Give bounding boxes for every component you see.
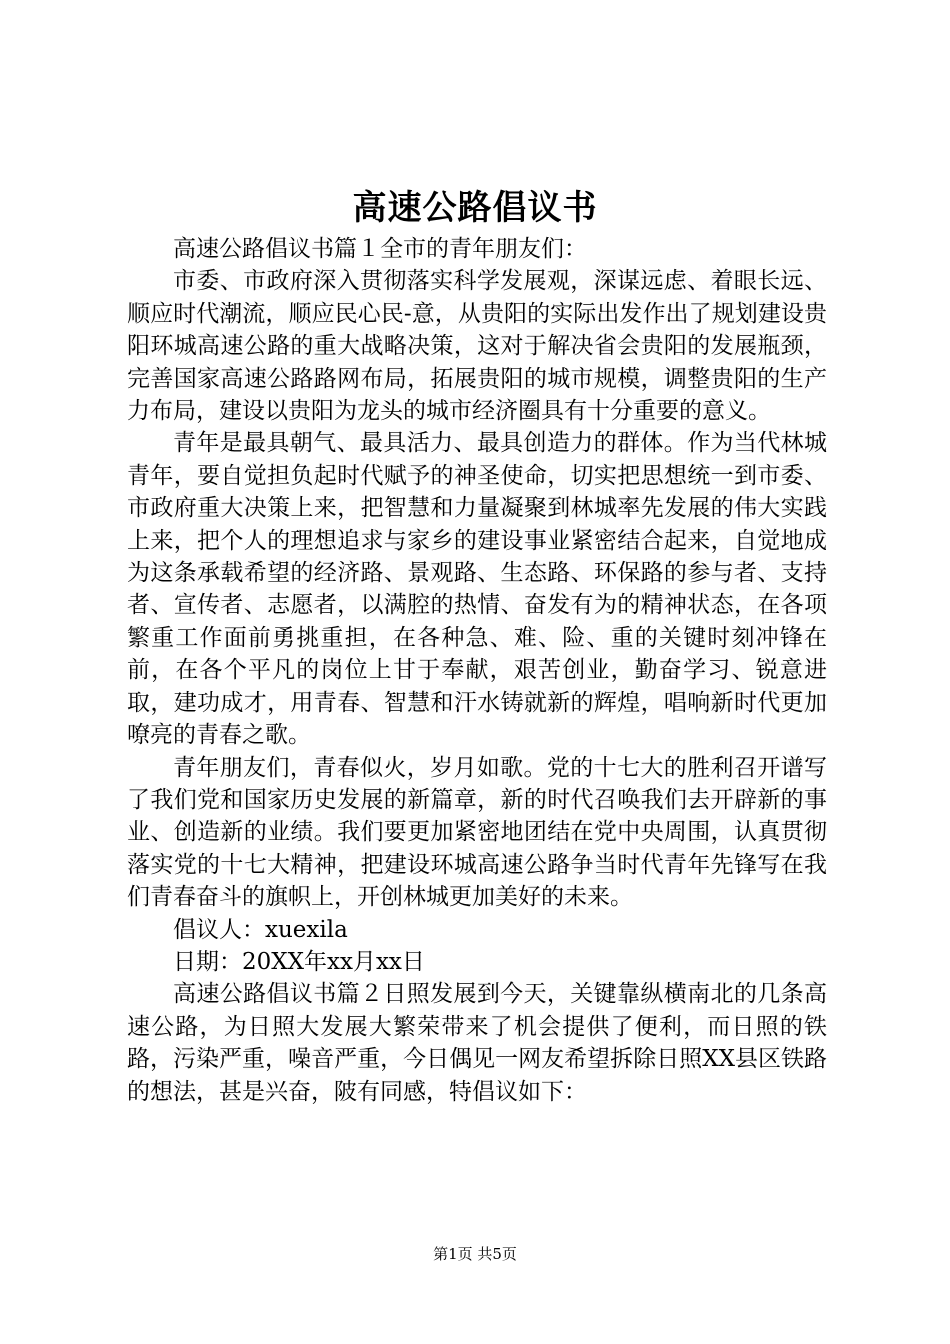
- paragraph-date: 日期：20XX年xx月xx日: [173, 948, 425, 975]
- document-title: 高速公路倡议书: [352, 188, 598, 228]
- document-body: [127, 233, 827, 1108]
- paragraph-initiator: 倡议人：xuexila: [173, 916, 348, 943]
- paragraph-intro: 高速公路倡议书篇１全市的青年朋友们：: [173, 236, 587, 262]
- paragraph-future: 青年朋友们，青春似火，岁月如歌。党的十七大的胜利召开谱写了我们党和国家历史发展的新篇章，新的时代召唤我们去开辟新的事业、创造新的业绩。我们要更加紧密地团结在党中央周围，认真贯彻落实党的十七大精神，把建设环城高速公路争当时代青年先锋写在我们青春奋斗的旗帜上，开创林城更加美好的未来。: [127, 754, 827, 911]
- paragraph-decision: 市委、市政府深入贯彻落实科学发展观，深谋远虑、着眼长远、顺应时代潮流，顺应民心民-意，从贵阳的实际出发作出了规划建设贵阳环城高速公路的重大战略决策，这对于解决省会贵阳的发展瓶颈，完善国家高速公路路网布局，拓展贵阳的城市规模，调整贵阳的生产力布局，建设以贵阳为龙头的城市经济圈具有十分重要的意义。: [127, 268, 827, 425]
- page-footer: 第1页 共5页: [433, 1245, 517, 1263]
- paragraph-youth: 青年是最具朝气、最具活力、最具创造力的群体。作为当代林城青年，要自觉担负起时代赋予的神圣使命，切实把思想统一到市委、市政府重大决策上来，把智慧和力量凝聚到林城率先发展的伟大实践上来，把个人的理想追求与家乡的建设事业紧密结合起来，自觉地成为这条承载希望的经济路、景观路、生态路、环保路的参与者、支持者、宣传者、志愿者，以满腔的热情、奋发有为的精神状态，在各项繁重工作面前勇挑重担，在各种急、难、险、重的关键时刻冲锋在前，在各个平凡的岗位上甘于奉献，艰苦创业，勤奋学习、锐意进取，建功成才，用青春、智慧和汗水铸就新的辉煌，唱响新时代更加嘹亮的青春之歌。: [127, 430, 827, 749]
- paragraph-rizhao: 高速公路倡议书篇２日照发展到今天，关键靠纵横南北的几条高速公路，为日照大发展大繁荣带来了机会提供了便利，而日照的铁路，污染严重，噪音严重，今日偶见一网友希望拆除日照XX县区铁路的想法，甚是兴奋，陂有同感，特倡议如下：: [127, 981, 827, 1105]
